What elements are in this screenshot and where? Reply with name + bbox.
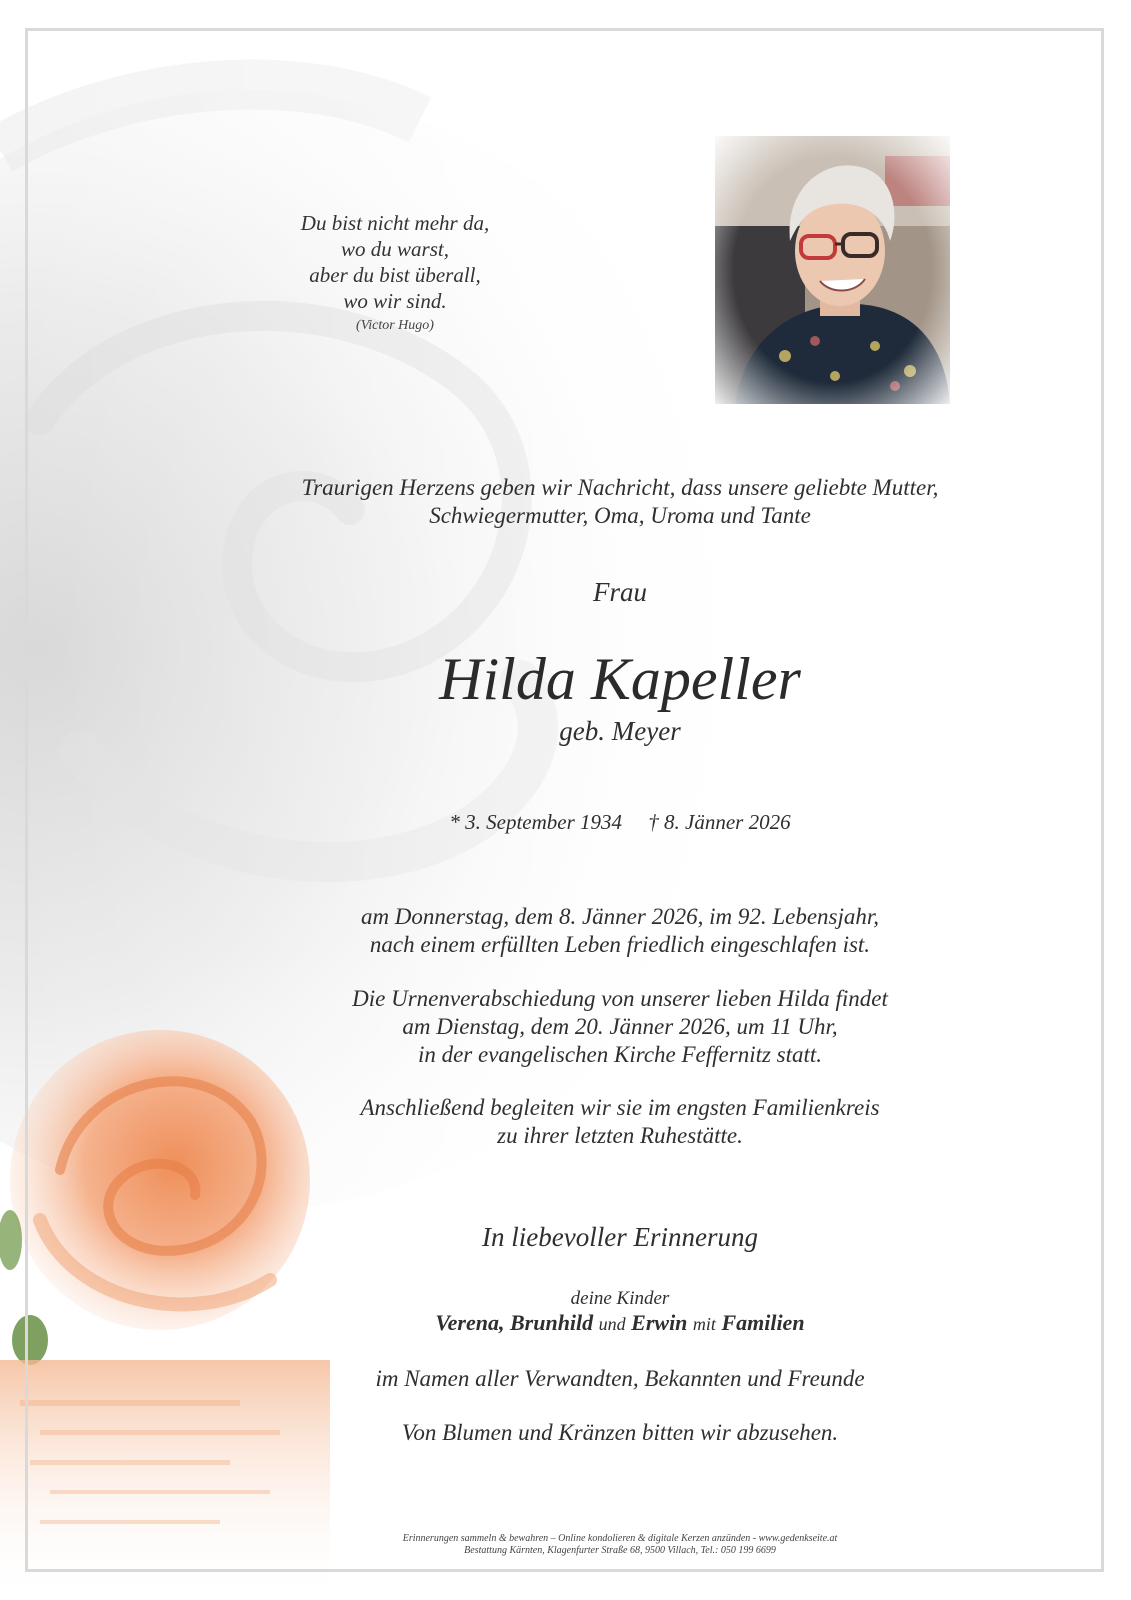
intro-line: Schwiegermutter, Oma, Uroma und Tante: [429, 503, 811, 528]
burial-paragraph: [300, 1094, 940, 1150]
ceremony-paragraph: [300, 985, 940, 1069]
family-names: [330, 1310, 910, 1336]
quote-line: aber du bist überall,: [309, 263, 481, 287]
quote-author: (Victor Hugo): [356, 318, 434, 333]
family-name: Verena: [435, 1310, 499, 1335]
footer: [260, 1533, 980, 1557]
conjunction-and: und: [598, 1314, 626, 1334]
ceremony-line: am Dienstag, dem 20. Jänner 2026, um 11 Uhr,: [402, 1014, 838, 1039]
passing-line: am Donnerstag, dem 8. Jänner 2026, im 92. Lebensjahr,: [360, 904, 880, 929]
family-label: deine Kinder: [570, 1288, 670, 1309]
quote: [230, 210, 560, 314]
passing-paragraph: [300, 903, 940, 959]
footer-line: Erinnerungen sammeln & bewahren – Online kondolieren & digitale Kerzen anzünden - www.gedenkseite.at: [402, 1533, 838, 1544]
passing-line: nach einem erfüllten Leben friedlich eingeschlafen ist.: [369, 932, 871, 957]
conjunction-with: mit: [692, 1314, 716, 1334]
name-separator: ,: [498, 1310, 505, 1335]
life-dates: [380, 810, 860, 835]
ceremony-line: in der evangelischen Kirche Feffernitz statt.: [417, 1042, 823, 1067]
quote-line: Du bist nicht mehr da,: [300, 211, 490, 235]
deceased-name: Hilda Kapeller: [439, 646, 801, 712]
memory-heading: In liebevoller Erinnerung: [482, 1222, 758, 1252]
birth-date: * 3. September 1934: [449, 810, 623, 834]
footer-line: Bestattung Kärnten, Klagenfurter Straße 68, 9500 Villach, Tel.: 050 199 6699: [464, 1545, 776, 1556]
ceremony-line: Die Urnenverabschiedung von unserer lieben Hilda findet: [352, 986, 888, 1011]
intro-line: Traurigen Herzens geben wir Nachricht, dass unsere geliebte Mutter,: [301, 475, 939, 500]
death-date: † 8. Jänner 2026: [648, 810, 791, 834]
portrait-illustration: [715, 136, 950, 404]
burial-line: Anschließend begleiten wir sie im engsten Familienkreis: [360, 1095, 880, 1120]
flowers-note: Von Blumen und Kränzen bitten wir abzusehen.: [401, 1420, 839, 1445]
quote-line: wo du warst,: [341, 237, 449, 261]
relatives-line: im Namen aller Verwandten, Bekannten und Freunde: [375, 1366, 865, 1391]
family-name: Brunhild: [509, 1310, 594, 1335]
family-name: Erwin: [631, 1310, 688, 1335]
burial-line: zu ihrer letzten Ruhestätte.: [497, 1123, 743, 1148]
announcement-intro: [260, 474, 980, 530]
portrait-photo: [715, 136, 950, 404]
title-prefix: Frau: [593, 577, 647, 607]
family-name: Familien: [721, 1310, 805, 1335]
quote-line: wo wir sind.: [343, 289, 447, 313]
maiden-name: geb. Meyer: [559, 716, 681, 746]
